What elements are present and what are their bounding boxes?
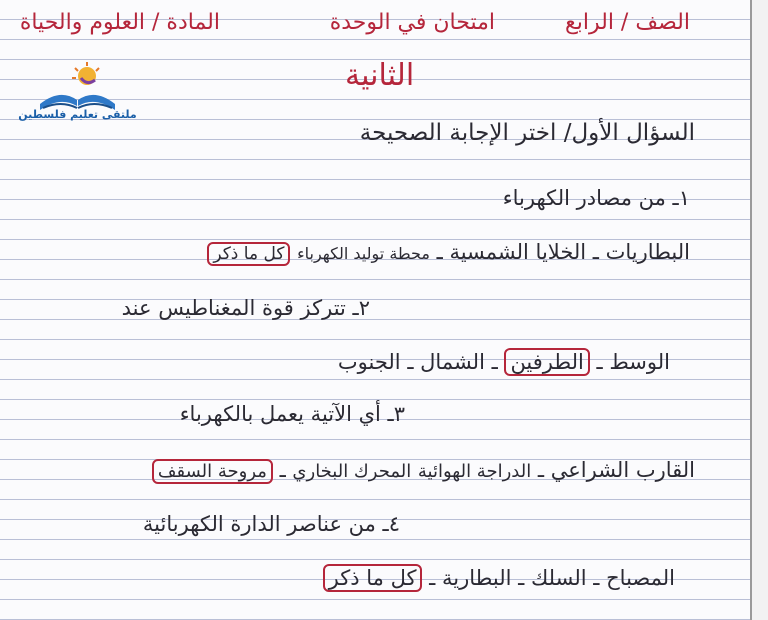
item-4-prompt: ٤ـ من عناصر الدارة الكهربائية	[142, 512, 400, 536]
item-2-option-c: الشمال	[420, 350, 485, 374]
item-3-option-a: القارب الشراعي	[550, 458, 695, 482]
item-1-option-b: الخلايا الشمسية	[449, 240, 587, 264]
item-1-option-c: محطة توليد الكهرباء	[297, 244, 430, 263]
item-1-option-d-selected: كل ما ذكر	[207, 242, 290, 266]
item-2-options: الوسط ـ الطرفين ـ الشمال ـ الجنوب	[337, 350, 670, 374]
item-3-option-c: المحرك البخاري	[292, 461, 412, 482]
item-4-option-c: البطارية	[442, 566, 512, 590]
question-heading: السؤال الأول/ اختر الإجابة الصحيحة	[359, 120, 695, 146]
item-3-prompt: ٣ـ أي الآتية يعمل بالكهرباء	[179, 402, 405, 426]
subject-label: المادة / العلوم والحياة	[19, 10, 220, 35]
item-3-option-b: الدراجة الهوائية	[417, 461, 532, 482]
item-1-options: البطاريات ـ الخلايا الشمسية ـ محطة توليد الكهرباء كل ما ذكر	[207, 240, 690, 264]
item-3-options: القارب الشراعي ـ الدراجة الهوائية المحرك البخاري ـ مروحة السقف	[152, 458, 695, 482]
item-1-prompt: ١ـ من مصادر الكهرباء	[502, 186, 690, 210]
logo-text: ملتقى تعليم فلسطين	[18, 108, 137, 121]
item-4-options: المصباح ـ السلك ـ البطارية ـ كل ما ذكر	[323, 566, 675, 590]
item-2-option-a: الوسط	[609, 350, 670, 374]
item-1-option-a: البطاريات	[605, 240, 690, 264]
page-title: الثانية	[345, 58, 415, 93]
exam-label: امتحان في الوحدة	[329, 10, 495, 35]
item-2-prompt: ٢ـ تتركز قوة المغناطيس عند	[121, 296, 370, 320]
item-4-option-b: السلك	[530, 566, 587, 590]
item-2-option-d: الجنوب	[337, 350, 401, 374]
item-4-option-a: المصباح	[606, 566, 675, 590]
item-3-option-d-selected: مروحة السقف	[152, 459, 273, 484]
grade-label: الصف / الرابع	[565, 10, 690, 35]
item-4-option-d-selected: كل ما ذكر	[323, 564, 423, 592]
item-2-option-b-selected: الطرفين	[504, 348, 589, 376]
